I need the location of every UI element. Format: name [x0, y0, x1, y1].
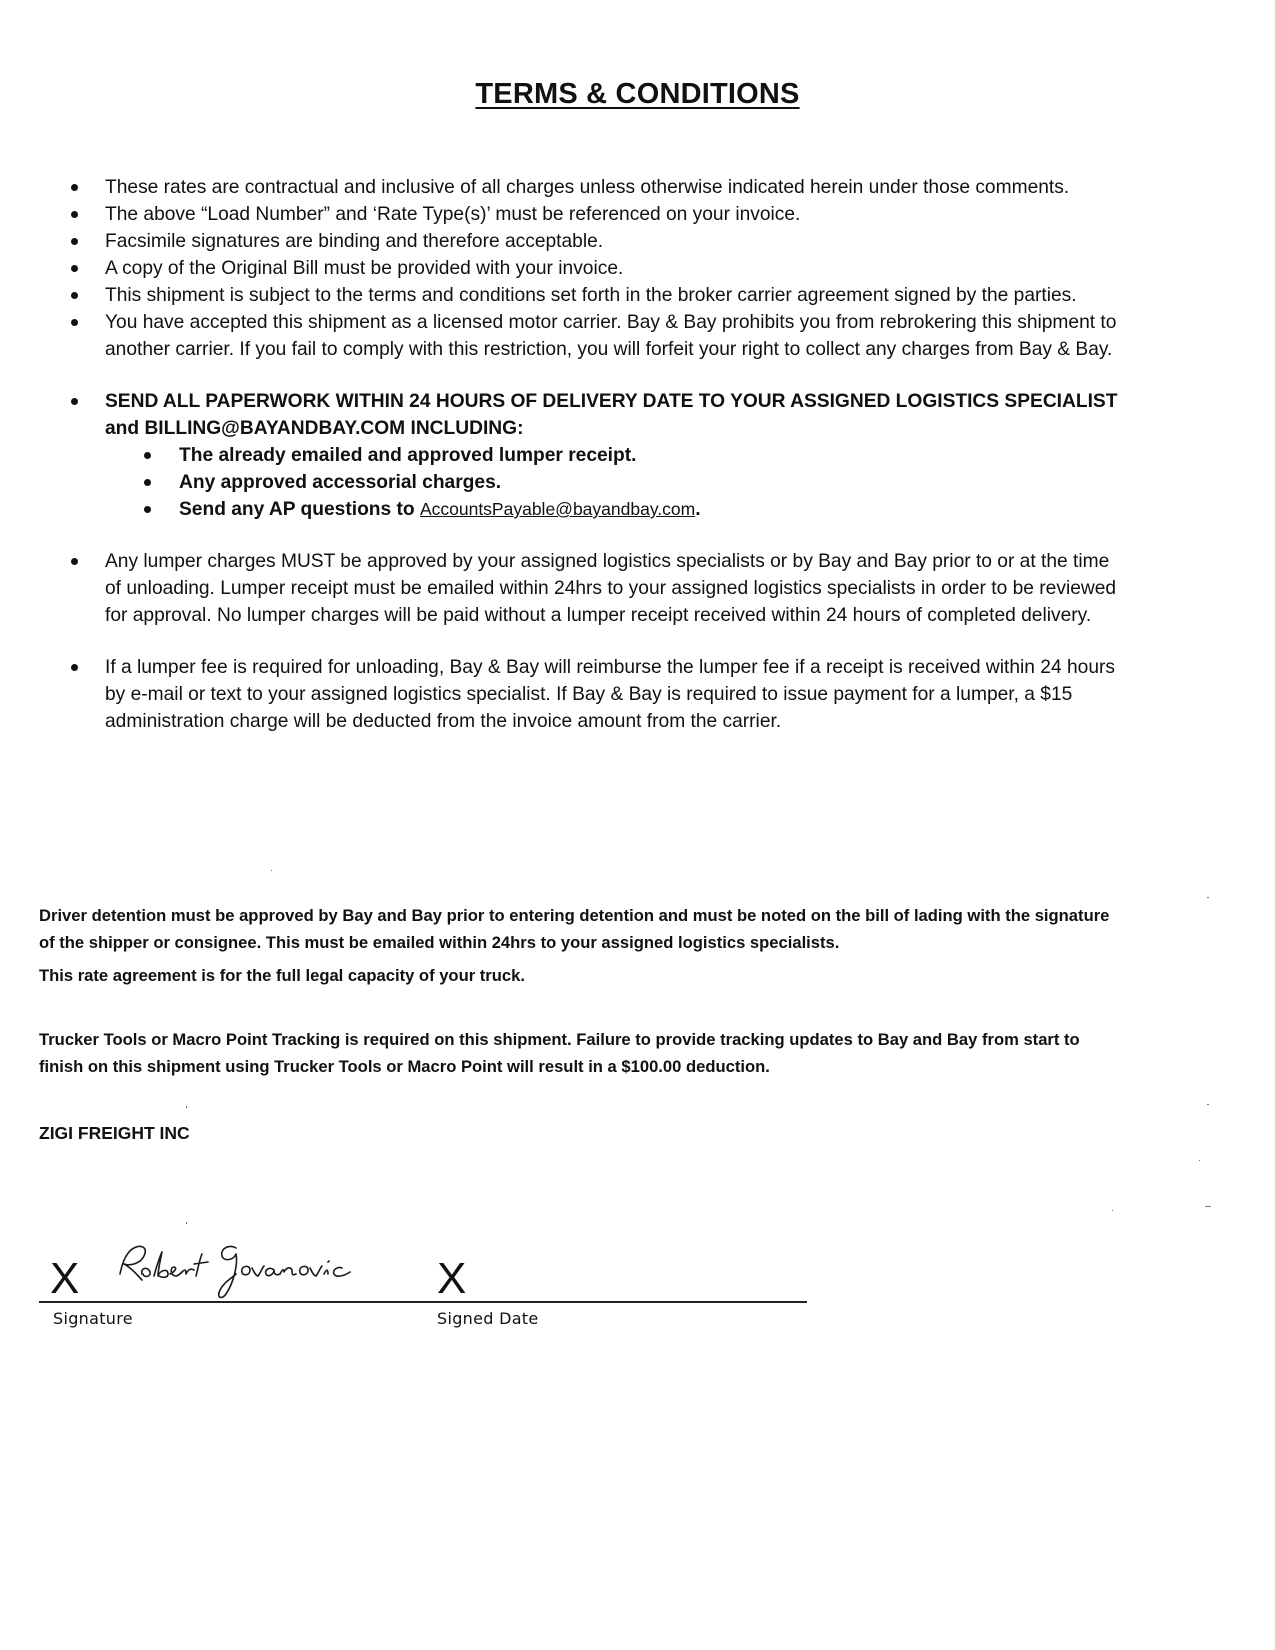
page-title: TERMS & CONDITIONS — [475, 78, 800, 110]
terms-item: The above “Load Number” and ‘Rate Type(s)’ must be referenced on your invoice. — [68, 201, 1118, 228]
terms-item: Facsimile signatures are binding and therefore acceptable. — [68, 228, 1118, 255]
lumper-fee-item: If a lumper fee is required for unloading, Bay & Bay will reimburse the lumper fee if a receipt is received within 24 hours by e-mail or text to your assigned logistics specialist. If Bay & Bay is required to issue payment for a lumper, a $15 administration charge will be deducted from the invoice amount from the carrier. — [68, 654, 1118, 735]
capacity-paragraph: This rate agreement is for the full legal capacity of your truck. — [39, 966, 525, 985]
carrier-company-name: ZIGI FREIGHT INC — [39, 1123, 190, 1143]
paperwork-item-ap: Send any AP questions to AccountsPayable@bayandbay.com. — [68, 496, 1118, 523]
terms-item: You have accepted this shipment as a licensed motor carrier. Bay & Bay prohibits you from rebrokering this shipment to another carrier. If you fail to comply with this restriction, you will forfeit your right to collect any charges from Bay & Bay. — [68, 309, 1118, 363]
paperwork-item: Any approved accessorial charges. — [68, 469, 1118, 496]
accounts-payable-email-link[interactable]: AccountsPayable@bayandbay.com — [419, 499, 696, 519]
tracking-paragraph: Trucker Tools or Macro Point Tracking is required on this shipment. Failure to provide tracking updates to Bay and Bay from start to finish on this shipment using Trucker Tools or Macro Point will result in a $100.00 deduction. — [39, 1030, 1080, 1076]
signature-label: Signature — [53, 1309, 133, 1328]
lumper-approval-item: Any lumper charges MUST be approved by your assigned logistics specialists or by Bay and Bay prior to or at the time of unloading. Lumper receipt must be emailed within 24hrs to your assigned logistics specialists in order to be reviewed for approval. No lumper charges will be paid without a lumper receipt received within 24 hours of completed delivery. — [68, 548, 1118, 629]
signed-date-label: Signed Date — [437, 1309, 539, 1328]
paperwork-item: The already emailed and approved lumper receipt. — [68, 442, 1118, 469]
paperwork-heading: SEND ALL PAPERWORK WITHIN 24 HOURS OF DELIVERY DATE TO YOUR ASSIGNED LOGISTICS SPECIALIST and BILLING@BAYANDBAY.COM INCLUDING: — [68, 388, 1118, 442]
terms-item: A copy of the Original Bill must be provided with your invoice. — [68, 255, 1118, 282]
signature-x-mark: X — [50, 1254, 80, 1303]
terms-item: This shipment is subject to the terms and conditions set forth in the broker carrier agreement signed by the parties. — [68, 282, 1118, 309]
detention-paragraph: Driver detention must be approved by Bay and Bay prior to entering detention and must be noted on the bill of lading with the signature of the shipper or consignee. This must be emailed within 24hrs to your assigned logistics specialists. — [39, 906, 1110, 952]
date-x-mark: X — [437, 1254, 467, 1303]
terms-item: These rates are contractual and inclusive of all charges unless otherwise indicated herein under those comments. — [68, 174, 1118, 201]
